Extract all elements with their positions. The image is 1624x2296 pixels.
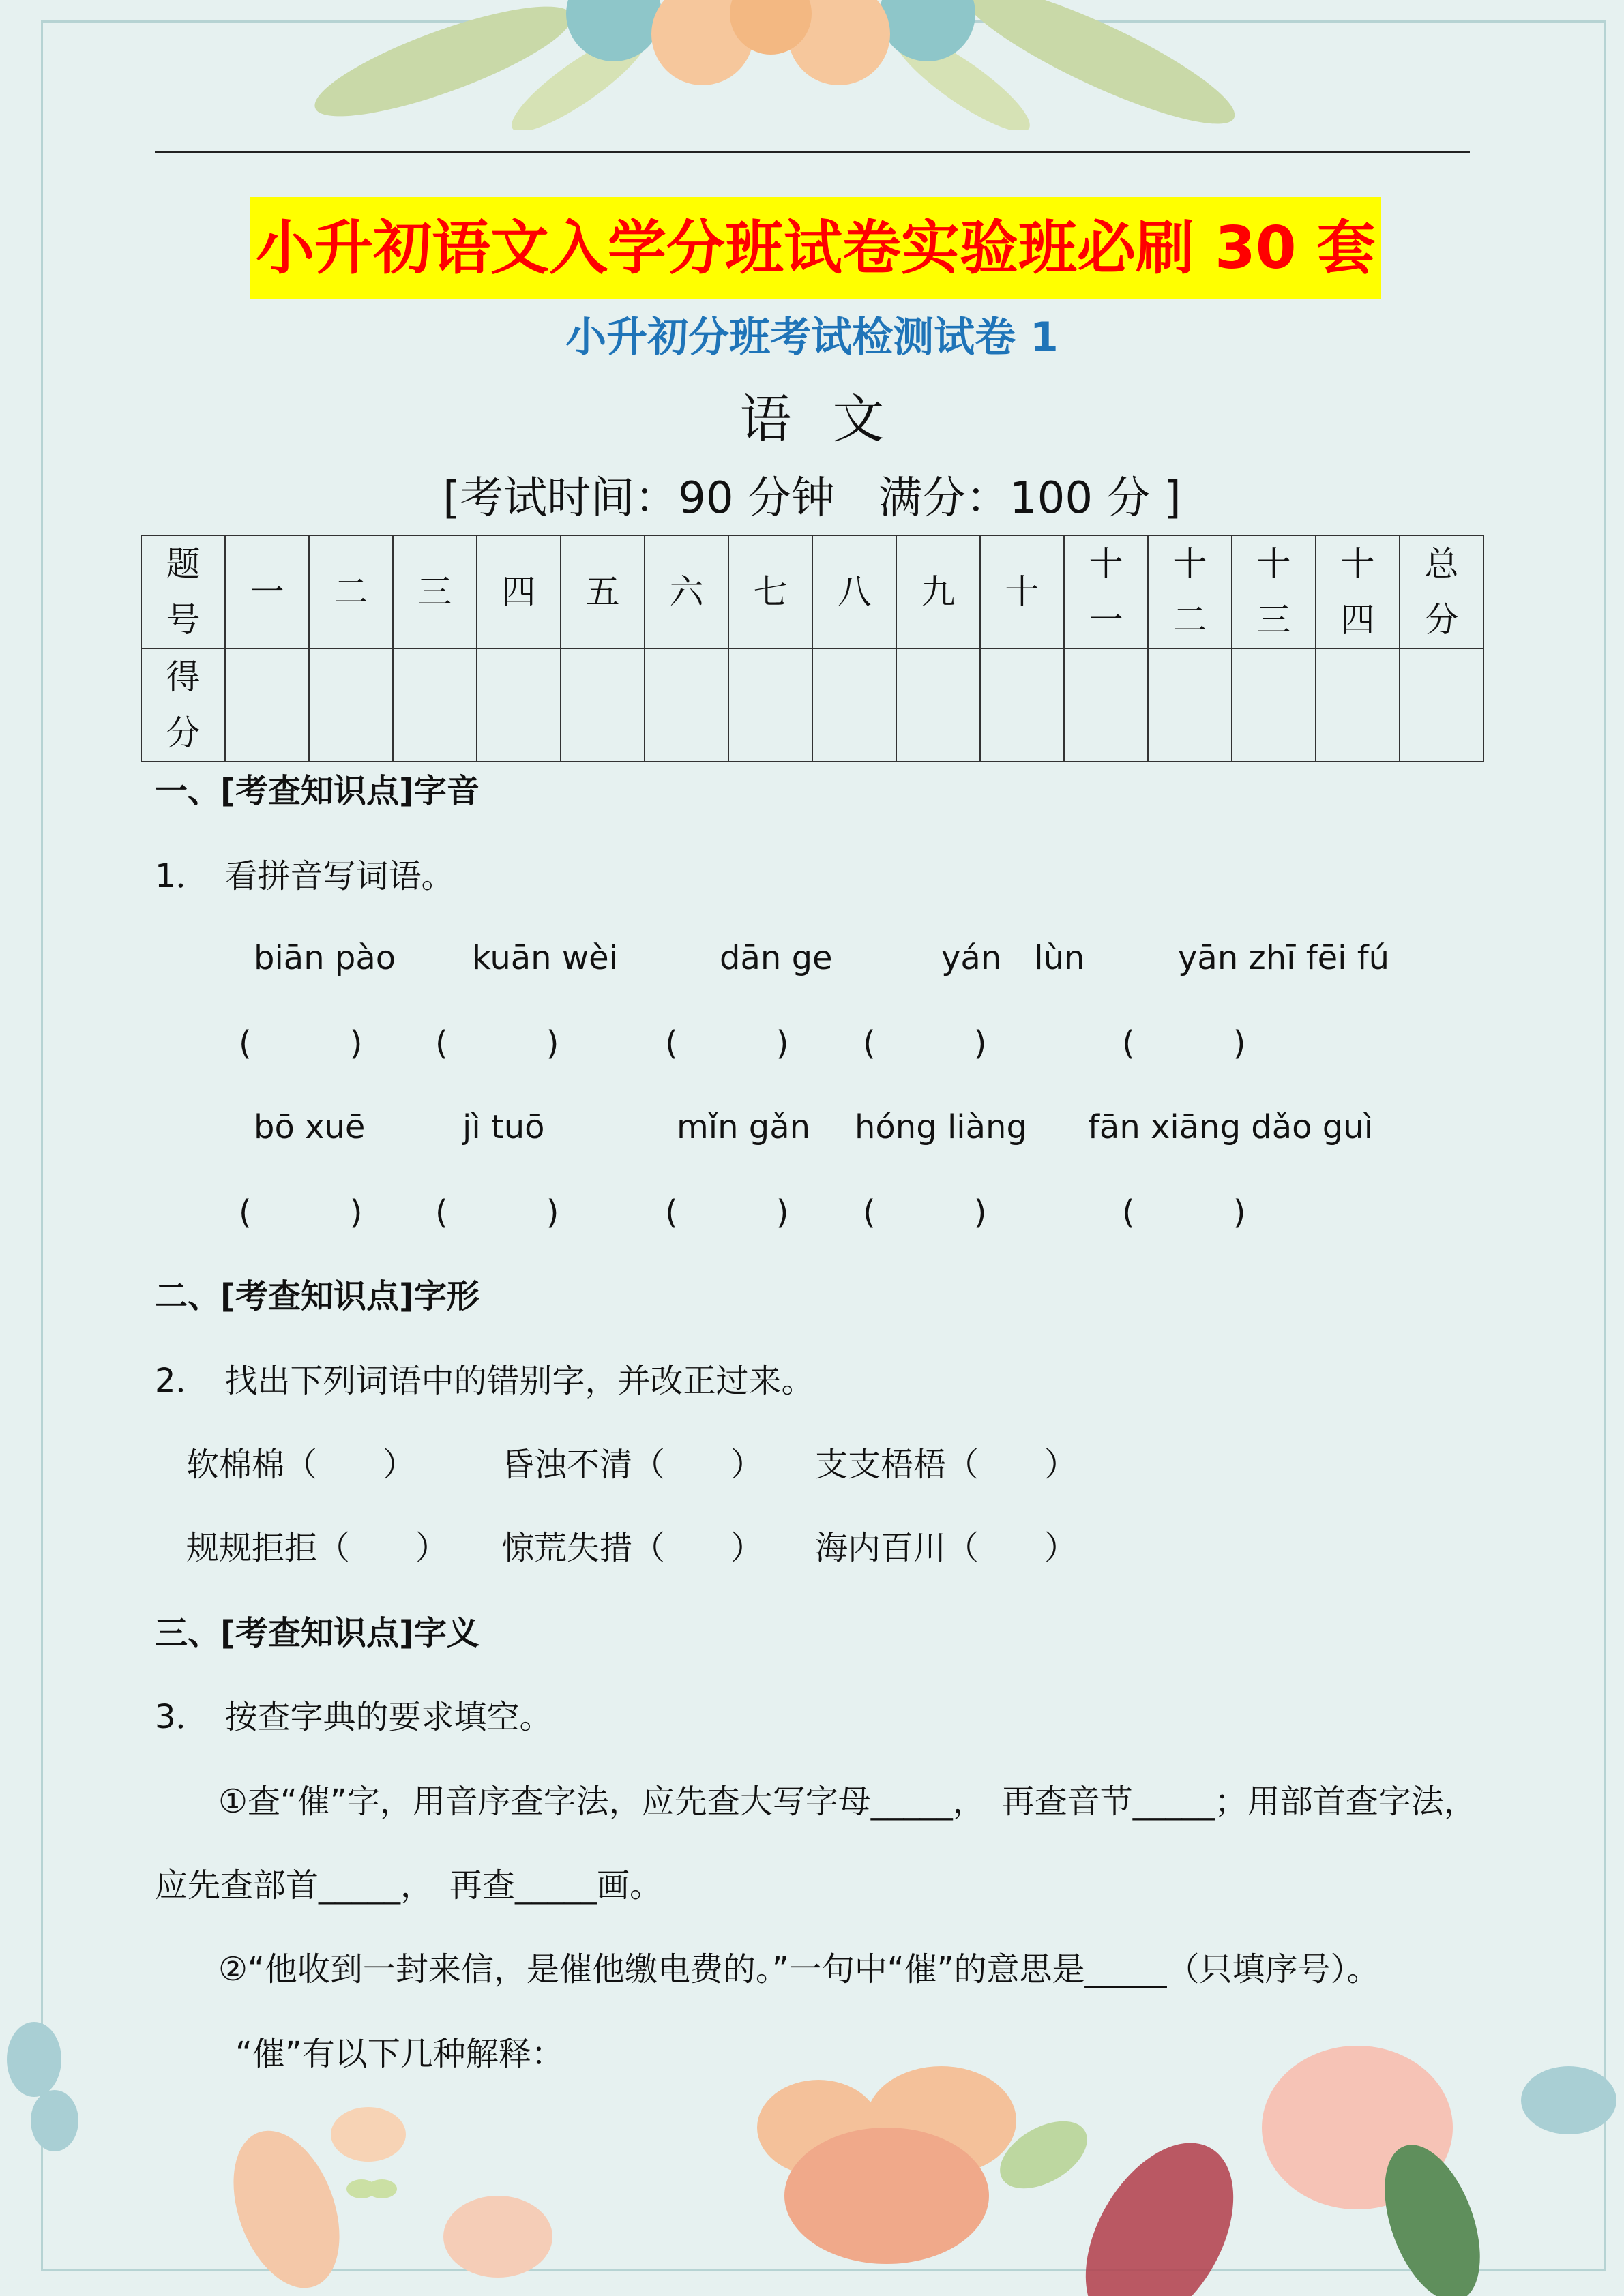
table-cell: 题 号 — [141, 535, 225, 648]
pinyin: yān zhī fēi fú — [1178, 939, 1390, 977]
score-cell[interactable] — [1064, 648, 1148, 762]
score-cell[interactable] — [393, 648, 477, 762]
pinyin: biān pào — [254, 939, 396, 977]
paragraph: “催”有以下几种解释： — [235, 2035, 564, 2073]
pinyin: fān xiāng dǎo guì — [1088, 1108, 1374, 1146]
answer-blank[interactable]: ( ) — [239, 1024, 363, 1062]
score-cell[interactable] — [1148, 648, 1232, 762]
question-1: 1． 看拼音写词语。 — [155, 857, 454, 895]
header-rule — [155, 151, 1470, 153]
table-row — [141, 535, 1483, 648]
answer-blank[interactable]: ( ) — [1122, 1024, 1246, 1062]
score-cell[interactable] — [225, 648, 309, 762]
table-cell: 十 四 — [1316, 535, 1400, 648]
table-cell: 得 分 — [141, 648, 225, 762]
table-cell: 二 — [309, 535, 393, 648]
section-heading: 一、[考查知识点]字音 — [155, 772, 479, 810]
answer-blank[interactable]: ( ) — [435, 1024, 559, 1062]
pinyin: yán lùn — [941, 939, 1085, 977]
pinyin: kuān wèi — [472, 939, 618, 977]
paragraph: ②“他收到一封来信，是催他缴电费的。”一句中“催”的意思是_____（只填序号）。 — [218, 1950, 1380, 1988]
pinyin: jì tuō — [462, 1108, 545, 1146]
answer-blank[interactable]: ( ) — [665, 1024, 789, 1062]
score-cell[interactable] — [309, 648, 393, 762]
table-cell: 六 — [645, 535, 728, 648]
table-cell: 七 — [728, 535, 812, 648]
table-cell: 三 — [393, 535, 477, 648]
score-cell[interactable] — [1232, 648, 1316, 762]
score-cell[interactable] — [1400, 648, 1483, 762]
score-cell[interactable] — [812, 648, 896, 762]
main-title: 小升初语文入学分班试卷实验班必刷 30 套 — [250, 197, 1381, 299]
word-item: 海内百川（ ） — [815, 1529, 1078, 1567]
question-3: 3． 按查字典的要求填空。 — [155, 1698, 552, 1736]
score-cell[interactable] — [728, 648, 812, 762]
word-item: 支支梧梧（ ） — [815, 1446, 1078, 1484]
table-cell: 五 — [561, 535, 645, 648]
table-cell: 十 一 — [1064, 535, 1148, 648]
score-cell[interactable] — [896, 648, 980, 762]
exam-info: [考试时间：90 分钟 满分：100 分 ] — [443, 473, 1181, 524]
score-cell[interactable] — [980, 648, 1064, 762]
table-cell: 一 — [225, 535, 309, 648]
butterfly-icon — [346, 2179, 397, 2198]
answer-blank[interactable]: ( ) — [435, 1193, 559, 1232]
answer-blank[interactable]: ( ) — [239, 1193, 363, 1232]
score-cell[interactable] — [477, 648, 561, 762]
answer-blank[interactable]: ( ) — [863, 1193, 987, 1232]
paragraph: 应先查部首_____， 再查_____画。 — [155, 1866, 663, 1905]
pinyin: bō xuē — [254, 1108, 366, 1146]
table-row — [141, 648, 1483, 762]
pinyin: dān ge — [720, 939, 833, 977]
score-table — [141, 535, 1484, 762]
section-heading: 二、[考查知识点]字形 — [155, 1277, 479, 1315]
answer-blank[interactable]: ( ) — [665, 1193, 789, 1232]
word-item: 规规拒拒（ ） — [186, 1529, 449, 1567]
pinyin: hóng liàng — [855, 1108, 1027, 1146]
table-cell: 八 — [812, 535, 896, 648]
table-cell: 十 二 — [1148, 535, 1232, 648]
score-cell[interactable] — [1316, 648, 1400, 762]
table-cell: 总 分 — [1400, 535, 1483, 648]
pinyin: mǐn gǎn — [677, 1108, 811, 1146]
table-cell: 十 三 — [1232, 535, 1316, 648]
subject-title: 语文 — [739, 389, 926, 449]
answer-blank[interactable]: ( ) — [863, 1024, 987, 1062]
answer-blank[interactable]: ( ) — [1122, 1193, 1246, 1232]
sub-title: 小升初分班考试检测试卷 1 — [565, 314, 1059, 361]
section-heading: 三、[考查知识点]字义 — [155, 1614, 479, 1652]
table-cell: 九 — [896, 535, 980, 648]
score-cell[interactable] — [561, 648, 645, 762]
paragraph: ①查“催”字，用音序查字法，应先查大写字母_____， 再查音节_____；用部首查字法， — [218, 1783, 1477, 1821]
word-item: 昏浊不清（ ） — [501, 1446, 764, 1484]
score-cell[interactable] — [645, 648, 728, 762]
table-cell: 四 — [477, 535, 561, 648]
word-item: 软棉棉（ ） — [186, 1446, 416, 1484]
flower-decoration-top — [293, 0, 1248, 130]
word-item: 惊荒失措（ ） — [501, 1529, 764, 1567]
question-2: 2． 找出下列词语中的错别字，并改正过来。 — [155, 1362, 814, 1400]
table-cell: 十 — [980, 535, 1064, 648]
